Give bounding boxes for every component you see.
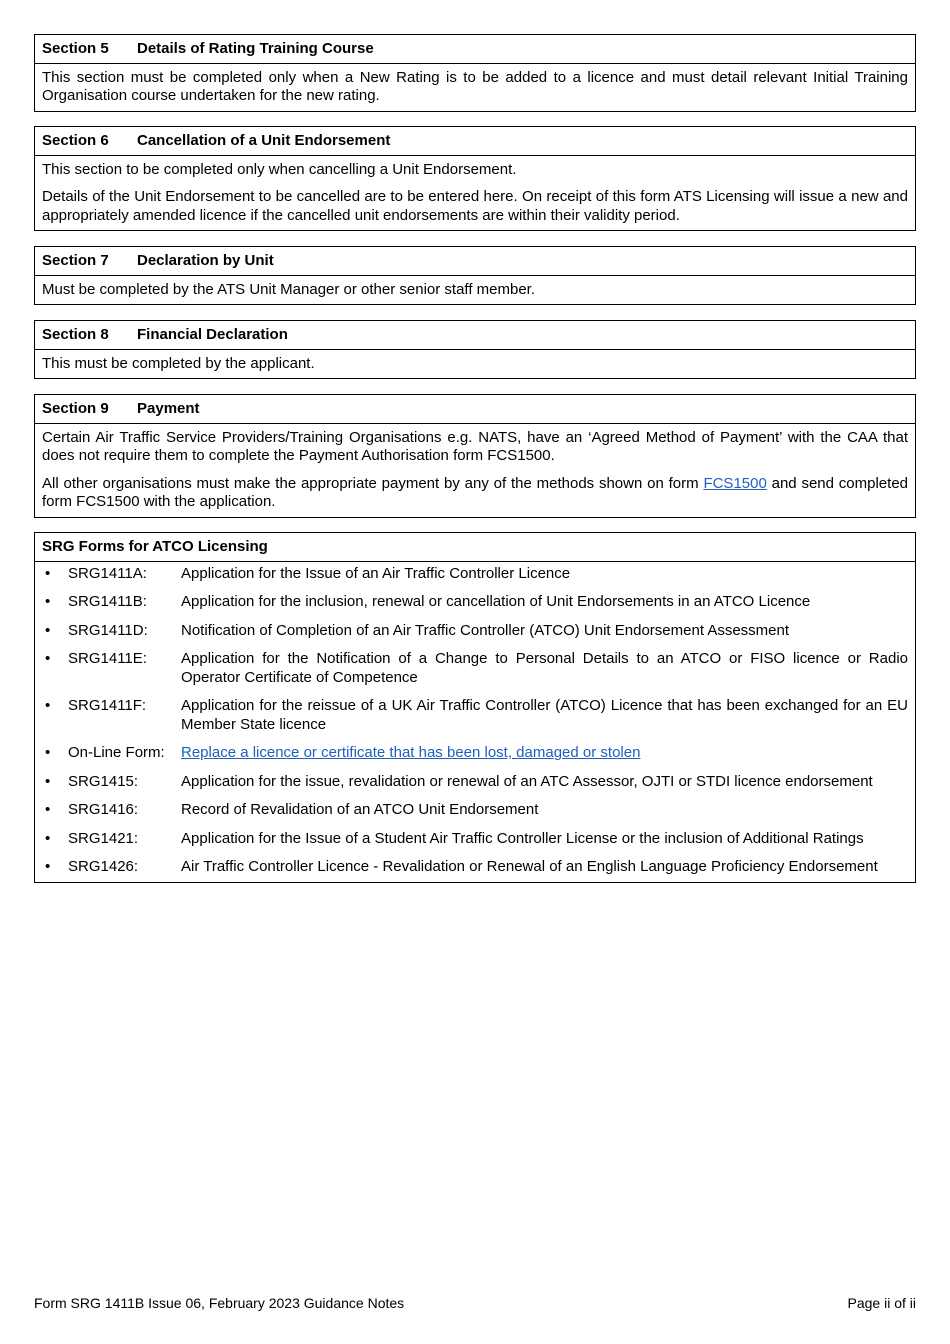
- section-7-body: [35, 276, 915, 305]
- section-title: Details of Rating Training Course: [137, 40, 374, 57]
- bullet-icon: •: [45, 650, 51, 667]
- section-8-box: [34, 320, 916, 379]
- section-5-box: [34, 34, 916, 112]
- section-title: Declaration by Unit: [137, 252, 274, 269]
- form-description: Application for the reissue of a UK Air Traffic Controller (ATCO) Licence that has been exchanged for an EU Member State licence: [181, 697, 908, 733]
- section-text: Certain Air Traffic Service Providers/Training Organisations e.g. NATS, have an ‘Agreed Method of Payment’ with the CAA that does not require them to complete the Payment Authorisation form FCS1500.: [42, 428, 908, 464]
- bullet-icon: •: [45, 621, 51, 639]
- section-number: Section 8: [42, 326, 109, 343]
- form-code: SRG1411F:: [68, 697, 147, 714]
- section-8-header: [35, 321, 915, 350]
- text-fragment: All other organisations must make the appropriate payment by any of the methods shown on form: [42, 474, 704, 492]
- section-title: Payment: [137, 400, 200, 417]
- section-number: Section 7: [42, 252, 109, 269]
- form-code: SRG1426:: [68, 858, 139, 875]
- footer-form-info: Form SRG 1411B Issue 06, February 2023 Guidance Notes: [34, 1295, 405, 1311]
- form-code: SRG1416:: [68, 801, 139, 818]
- section-9-body: [35, 424, 915, 517]
- section-text: This section to be completed only when cancelling a Unit Endorsement.: [42, 160, 517, 178]
- form-description: Application for the inclusion, renewal or cancellation of Unit Endorsements in an ATCO Licence: [181, 593, 811, 610]
- bullet-icon: •: [45, 593, 51, 610]
- form-code: SRG1421:: [68, 829, 139, 847]
- form-description: Application for the issue, revalidation or renewal of an ATC Assessor, OJTI or STDI licence endorsement: [181, 772, 873, 790]
- section-text: This section must be completed only when a New Rating is to be added to a licence and must detail relevant Initial Training Organisation course undertaken for the new rating.: [42, 68, 908, 104]
- section-6-header: [35, 127, 915, 156]
- section-title: Cancellation of a Unit Endorsement: [137, 132, 391, 149]
- form-code: SRG1415:: [68, 772, 139, 790]
- section-5-body: [35, 64, 915, 111]
- list-item: [42, 773, 908, 792]
- list-item: [42, 858, 908, 877]
- list-item: [42, 744, 908, 763]
- bullet-icon: •: [45, 697, 51, 714]
- list-item: [42, 565, 908, 584]
- form-code: On-Line Form:: [68, 744, 165, 761]
- list-item: [42, 697, 908, 734]
- bullet-icon: •: [45, 564, 51, 582]
- form-description: Record of Revalidation of an ATCO Unit Endorsement: [181, 801, 539, 818]
- form-code: SRG1411B:: [68, 593, 147, 610]
- section-number: Section 5: [42, 40, 109, 57]
- bullet-icon: •: [45, 858, 51, 875]
- section-text: Must be completed by the ATS Unit Manager or other senior staff member.: [42, 280, 536, 298]
- srg-forms-header: SRG Forms for ATCO Licensing: [35, 533, 915, 562]
- section-9-header: [35, 395, 915, 424]
- bullet-icon: •: [45, 744, 51, 761]
- form-description: [181, 744, 908, 763]
- bullet-icon: •: [45, 829, 51, 847]
- section-title: Financial Declaration: [137, 326, 288, 343]
- bullet-icon: •: [45, 801, 51, 818]
- list-item: [42, 801, 908, 820]
- srg-forms-box: [34, 532, 916, 883]
- section-8-body: [35, 350, 915, 379]
- section-text: This must be completed by the applicant.: [42, 354, 315, 372]
- form-code: SRG1411D:: [68, 621, 148, 639]
- section-7-box: [34, 246, 916, 305]
- form-code: SRG1411E:: [68, 650, 147, 667]
- form-description: Application for the Issue of an Air Traffic Controller Licence: [181, 564, 571, 582]
- footer-page-number: Page ii of ii: [847, 1295, 916, 1311]
- fcs1500-link[interactable]: FCS1500: [703, 474, 767, 492]
- bullet-icon: •: [45, 772, 51, 790]
- list-item: [42, 622, 908, 641]
- srg-forms-list: [35, 562, 915, 882]
- list-item: [42, 830, 908, 849]
- text-fragment: and send completed form FCS1500 with the application.: [42, 474, 908, 510]
- form-description: Notification of Completion of an Air Traffic Controller (ATCO) Unit Endorsement Assessment: [181, 621, 790, 639]
- section-text: Details of the Unit Endorsement to be cancelled are to be entered here. On receipt of this form ATS Licensing will issue a new and appropriately amended licence if the cancelled unit endorsements are within their validity period.: [42, 188, 908, 224]
- form-description: Application for the Notification of a Change to Personal Details to an ATCO or FISO licence or Radio Operator Certificate of Competence: [181, 650, 908, 686]
- list-item: [42, 593, 908, 612]
- section-number: Section 6: [42, 132, 109, 149]
- section-5-header: [35, 35, 915, 64]
- list-item: [42, 650, 908, 687]
- section-number: Section 9: [42, 400, 109, 417]
- online-form-link[interactable]: Replace a licence or certificate that has been lost, damaged or stolen: [181, 744, 641, 761]
- section-7-header: [35, 247, 915, 276]
- form-description: Air Traffic Controller Licence - Revalidation or Renewal of an English Language Proficiency Endorsement: [181, 858, 878, 875]
- section-6-box: [34, 126, 916, 231]
- section-6-body: [35, 156, 915, 231]
- section-text: [42, 475, 908, 512]
- form-description: Application for the Issue of a Student Air Traffic Controller License or the inclusion of Additional Ratings: [181, 829, 864, 847]
- form-code: SRG1411A:: [68, 564, 147, 582]
- section-9-box: [34, 394, 916, 518]
